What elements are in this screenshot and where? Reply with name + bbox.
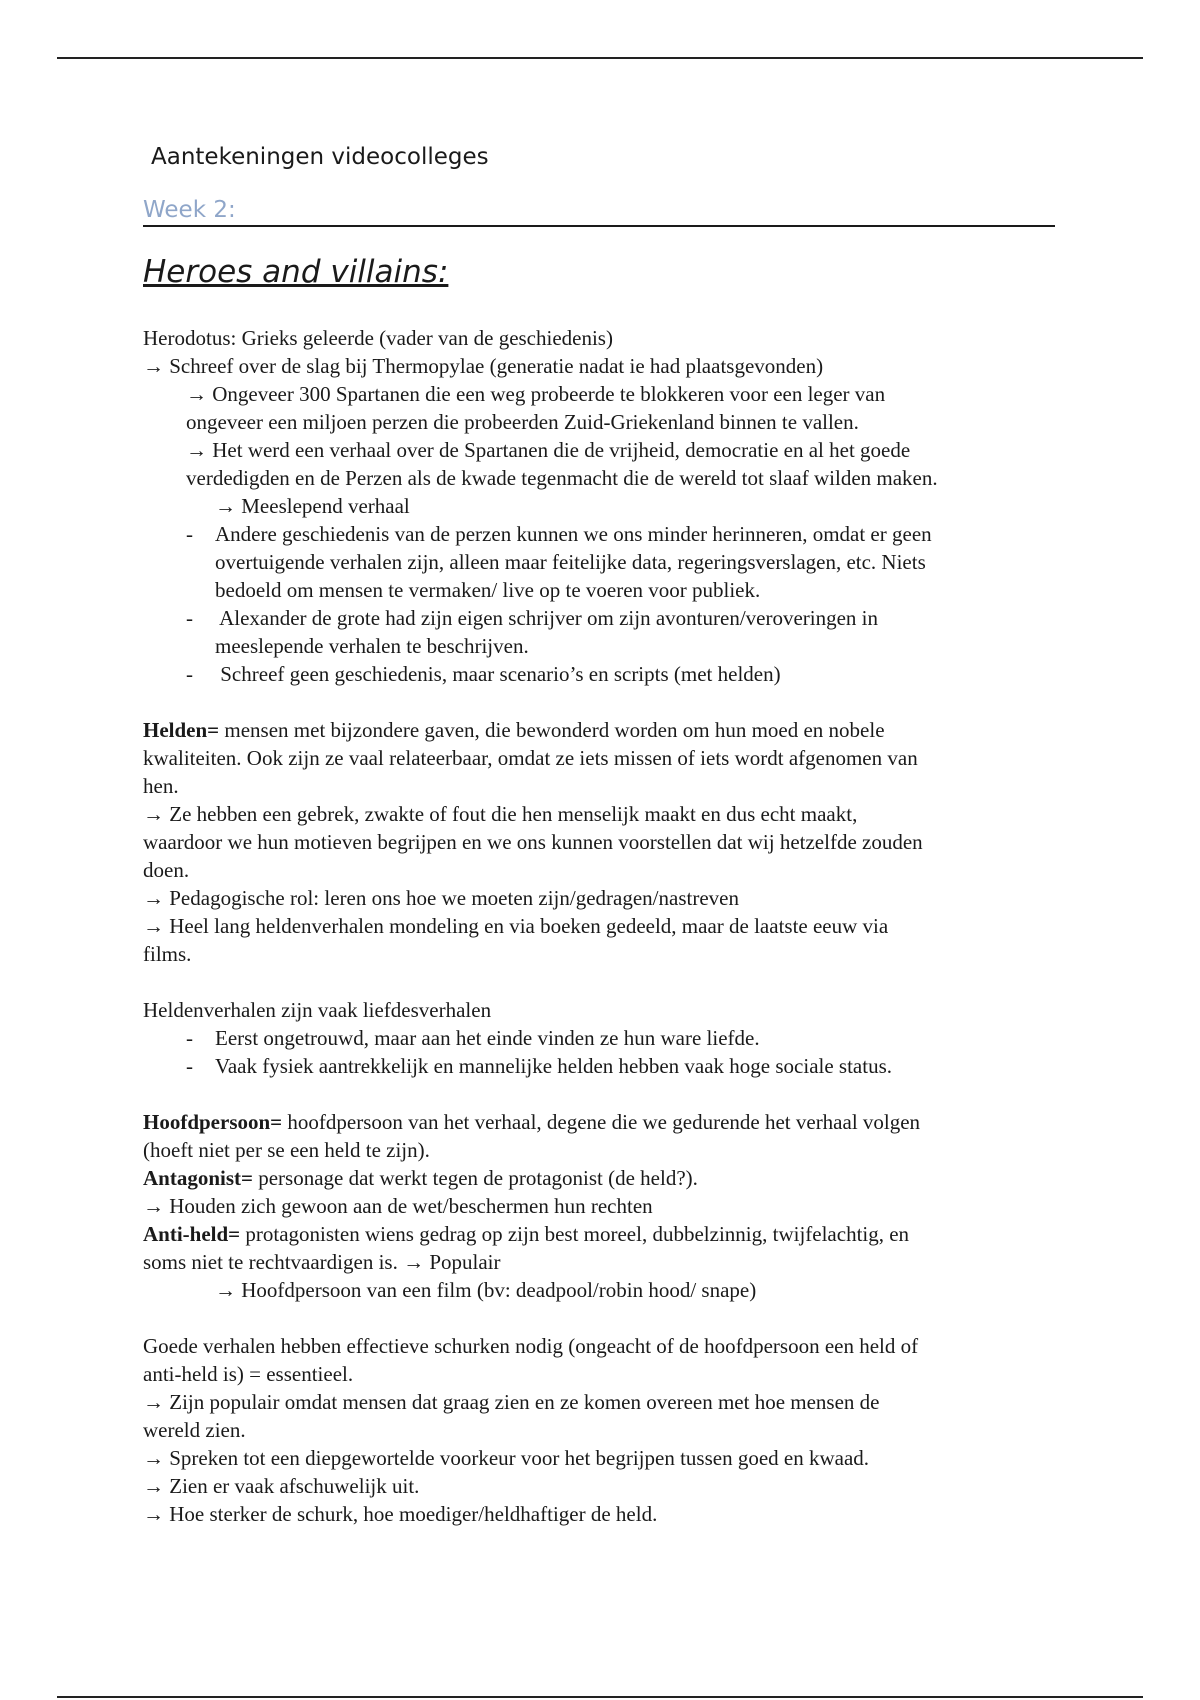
text-line: verdedigden en de Perzen als de kwade tegenmacht die de wereld tot slaaf wilden maken. [186,466,938,490]
footer-rule [57,1696,1143,1698]
list-item-cont: bedoeld om mensen te vermaken/ live op te voeren voor publiek. [215,578,761,602]
text-line: anti-held is) = essentieel. [143,1362,354,1386]
text-line: → Pedagogische rol: leren ons hoe we moeten zijn/gedragen/nastreven [143,886,739,910]
arrow-icon: → [186,382,207,406]
text-line: wereld zien. [143,1418,246,1442]
section-heading: Heroes and villains: [143,254,449,290]
list-item-cont: meeslepende verhalen te beschrijven. [215,634,529,658]
week-heading: Week 2: [143,197,1055,227]
document-title: Aantekeningen videocolleges [151,144,489,170]
arrow-icon: → [143,1502,164,1526]
text-line: Hoofdpersoon= hoofdpersoon van het verhaal, degene die we gedurende het verhaal volgen [143,1110,921,1134]
text-line: Anti-held= protagonisten wiens gedrag op zijn best moreel, dubbelzinnig, twijfelachtig, en [143,1222,910,1246]
bullet-dash: - [186,1054,193,1078]
arrow-icon: → [143,914,164,938]
text-line: → Heel lang heldenverhalen mondeling en via boeken gedeeld, maar de laatste eeuw via [143,914,889,938]
list-item-cont: overtuigende verhalen zijn, alleen maar feitelijke data, regeringsverslagen, etc. Niets [215,550,926,574]
text-line: Antagonist= personage dat werkt tegen de protagonist (de held?). [143,1166,698,1190]
text-line: (hoeft niet per se een held te zijn). [143,1138,430,1162]
text-line: hen. [143,774,179,798]
list-item: - Eerst ongetrouwd, maar aan het einde vinden ze hun ware liefde. [143,1024,1055,1052]
text-line: Heldenverhalen zijn vaak liefdesverhalen [143,998,492,1022]
text-line: kwaliteiten. Ook zijn ze vaal relateerbaar, omdat ze iets missen of iets wordt afgenomen van [143,746,918,770]
text-line: Herodotus: Grieks geleerde (vader van de geschiedenis) [143,326,613,350]
arrow-icon: → [143,1474,164,1498]
arrow-icon: → [186,438,207,462]
term: Antagonist= [143,1166,253,1190]
term: Helden= [143,718,220,742]
arrow-icon: → [143,1194,164,1218]
text-line: films. [143,942,192,966]
term: Anti-held= [143,1222,241,1246]
arrow-icon: → [215,1278,236,1302]
bullet-dash: - [186,606,193,630]
text-line: → Hoe sterker de schurk, hoe moediger/heldhaftiger de held. [143,1502,658,1526]
arrow-icon: → [143,1390,164,1414]
text-line: → Schreef over de slag bij Thermopylae (generatie nadat ie had plaatsgevonden) [143,354,824,378]
bullet-dash: - [186,522,193,546]
list-item: - Alexander de grote had zijn eigen schrijver om zijn avonturen/veroveringen in [143,604,1055,632]
text-line: → Het werd een verhaal over de Spartanen die de vrijheid, democratie en al het goede [186,438,911,462]
text-line: → Zijn populair omdat mensen dat graag zien en ze komen overeen met hoe mensen de [143,1390,880,1414]
text-line: ongeveer een miljoen perzen die probeerden Zuid-Griekenland binnen te vallen. [186,410,859,434]
list-item: - Vaak fysiek aantrekkelijk en mannelijke helden hebben vaak hoge sociale status. [143,1052,1055,1080]
text-line: → Hoofdpersoon van een film (bv: deadpool/robin hood/ snape) [215,1278,757,1302]
arrow-icon: → [143,1446,164,1470]
list-item: - Andere geschiedenis van de perzen kunnen we ons minder herinneren, omdat er geen [143,520,1055,548]
text-line: → Meeslepend verhaal [215,494,410,518]
bullet-dash: - [186,662,193,686]
bullet-dash: - [186,1026,193,1050]
text-line: → Ze hebben een gebrek, zwakte of fout die hen menselijk maakt en dus echt maakt, [143,802,858,826]
list-item: - Schreef geen geschiedenis, maar scenario’s en scripts (met helden) [143,660,1055,688]
text-line: → Zien er vaak afschuwelijk uit. [143,1474,420,1498]
text-line: soms niet te rechtvaardigen is. → Populair [143,1250,501,1274]
arrow-icon: → [403,1250,425,1274]
text-line: → Spreken tot een diepgewortelde voorkeur voor het begrijpen tussen goed en kwaad. [143,1446,870,1470]
arrow-icon: → [143,802,164,826]
text-line: Goede verhalen hebben effectieve schurken nodig (ongeacht of de hoofdpersoon een held of [143,1334,919,1358]
arrow-icon: → [215,494,236,518]
document-page [143,140,1055,1528]
text-line: waardoor we hun motieven begrijpen en we ons kunnen voorstellen dat wij hetzelfde zouden [143,830,923,854]
arrow-icon: → [143,354,164,378]
text-line: Helden= mensen met bijzondere gaven, die bewonderd worden om hun moed en nobele [143,718,885,742]
term: Hoofdpersoon= [143,1110,283,1134]
text-line: doen. [143,858,190,882]
arrow-icon: → [143,886,164,910]
header-rule [57,57,1143,59]
document-body [143,324,1055,1528]
text-line: → Houden zich gewoon aan de wet/beschermen hun rechten [143,1194,653,1218]
text-line: → Ongeveer 300 Spartanen die een weg probeerde te blokkeren voor een leger van [186,382,886,406]
